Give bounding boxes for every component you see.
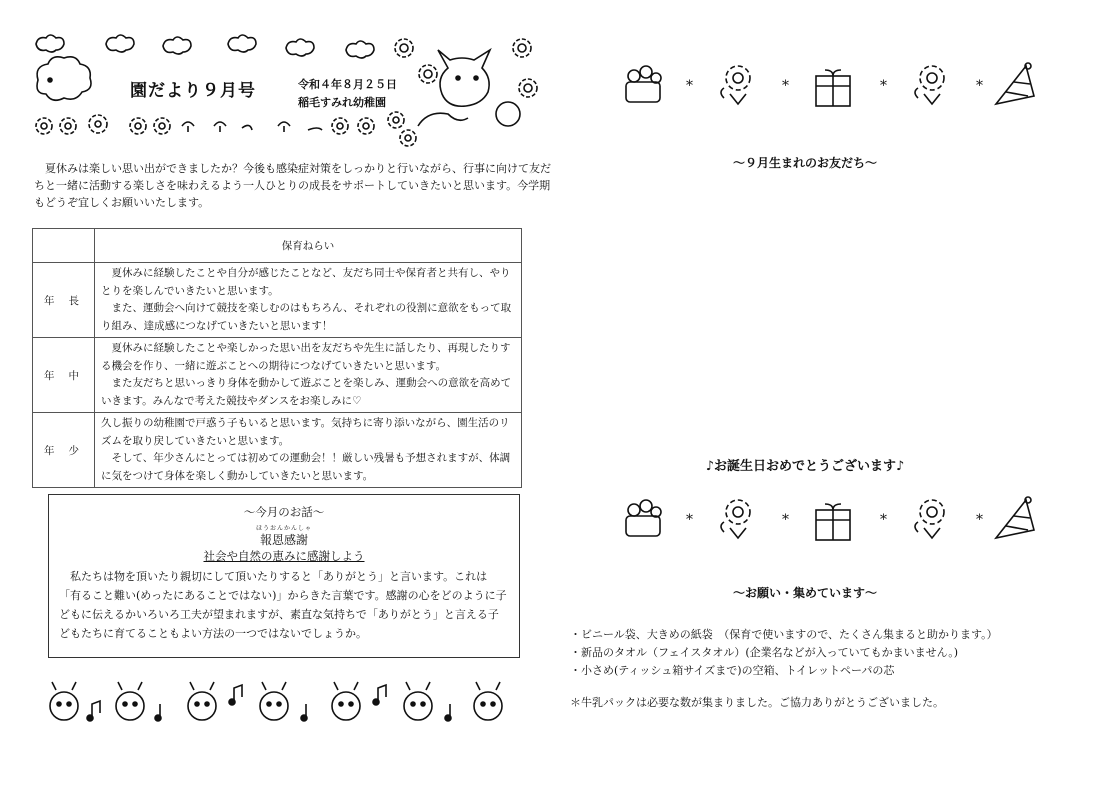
goal-paragraph: また友だちと思いっきり身体を動かして遊ぶことを楽しみ、運動会への意欲を高めていきます。みんなで考えた競技やダンスをお楽しみに♡ — [101, 377, 512, 407]
goals-table — [32, 228, 522, 488]
list-item: ・新品のタオル（フェイスタオル）(企業名などが入っていてもかまいません。) — [570, 646, 959, 659]
asterisk-icon: * — [782, 512, 789, 528]
ants-music-decoration — [40, 678, 520, 738]
requests-list — [570, 626, 998, 680]
sheep-icon — [37, 57, 91, 100]
asterisk-icon: * — [880, 512, 887, 528]
cloud-icon — [163, 37, 191, 54]
goal-paragraph: また、運動会へ向けて競技を楽しむのはもちろん、それぞれの役割に意欲をもって取り組み、達成感につなげていきたいと思います！ — [101, 302, 512, 332]
birthday-heading: ～９月生まれのお友だち～ — [732, 156, 877, 170]
ant-icon — [474, 682, 502, 720]
ant-icon — [116, 682, 144, 720]
row-label-nenchu: 年中 — [33, 338, 95, 413]
asterisk-icon: * — [880, 78, 887, 94]
music-note-icon — [445, 704, 451, 721]
story-body: 私たちは物を頂いたり親切にして頂いたりすると「ありがとう」と言います。これは「有ること難い(めったにあることではない)」からきた言葉です。感謝の心をどのように子どもに伝えるかいろいろ工夫が望まれますが、素直な気持ちで「ありがとう」と言える子どもたちに育てることもよい方法の一つではないでしょうか。 — [59, 570, 507, 640]
flower-row-icon — [36, 112, 416, 146]
goal-paragraph: そして、年少さんにとっては初めての運動会！！厳しい残暑も予想されますが、体調に気をつけて身体を楽しく動かしていきたいと思います。 — [101, 452, 511, 482]
ant-icon — [188, 682, 216, 720]
music-note-icon — [229, 685, 242, 705]
flower-icon — [395, 39, 413, 57]
school-name: 稲毛すみれ幼稚園 — [298, 96, 386, 109]
goal-paragraph: 夏休みに経験したことや自分が感じたことなど、友だち同士や保育者と共有し、やりとりを楽しんでいきたいと思います。 — [101, 267, 511, 297]
party-hat-icon — [996, 63, 1034, 104]
flower-bouquet-icon — [721, 500, 750, 538]
music-note-icon — [87, 701, 100, 721]
table-row — [33, 338, 522, 413]
story-subtitle: 社会や自然の恵みに感謝しよう — [203, 549, 365, 563]
table-header-row — [33, 229, 522, 263]
row-text-nenchu — [95, 338, 522, 413]
header-info — [298, 76, 397, 112]
asterisk-icon: * — [686, 512, 693, 528]
goal-paragraph: 夏休みに経験したことや楽しかった思い出を友だちや先生に話したり、再現したりする機会を作り、一緒に遊ぶことへの期待につなげていきたいと思います。 — [101, 342, 511, 372]
ant-icon — [50, 682, 78, 720]
asterisk-icon: * — [782, 78, 789, 94]
music-note-icon — [301, 704, 307, 721]
gift-icon — [816, 504, 850, 540]
asterisk-icon: * — [976, 78, 983, 94]
cloud-icon — [346, 41, 374, 58]
row-text-nencho — [95, 263, 522, 338]
list-item: ・小さめ(ティッシュ箱サイズまで)の空箱、トイレットペーパの芯 — [570, 664, 895, 677]
birthday-message: ♪お誕生日おめでとうございます♪ — [705, 459, 905, 474]
flower-icon — [513, 39, 531, 57]
celebration-row-bottom — [620, 492, 1040, 548]
story-box — [48, 494, 520, 658]
ant-icon — [404, 682, 432, 720]
requests-heading: ～お願い・集めています～ — [732, 586, 877, 600]
row-label-nencho: 年長 — [33, 263, 95, 338]
music-note-icon — [155, 704, 161, 721]
flower-bouquet-icon — [915, 66, 944, 104]
cloud-icon — [228, 35, 256, 52]
intro-paragraph: 夏休みは楽しい思い出ができましたか？今後も感染症対策をしっかりと行いながら、行事に向けて友だちと一緒に活動する楽しさを味わえるよう一人ひとりの成長をサポートしていきたいと思います。今学期もどうぞ宜しくお願いいたします。 — [34, 162, 551, 209]
celebration-row-top — [620, 58, 1040, 114]
ant-icon — [332, 682, 360, 720]
flower-icon — [419, 65, 437, 83]
newsletter-title: 園だより９月号 — [130, 81, 256, 101]
table-corner-cell — [33, 229, 95, 263]
asterisk-icon: * — [976, 512, 983, 528]
goals-header: 保育ねらい — [95, 229, 522, 263]
music-note-icon — [373, 685, 386, 705]
issue-date: 令和４年８月２５日 — [298, 78, 397, 91]
story-keyword: 報恩感謝 — [259, 533, 308, 547]
party-hat-icon — [996, 497, 1034, 538]
table-row — [33, 413, 522, 488]
cake-icon — [626, 66, 661, 102]
cloud-icon — [36, 35, 64, 52]
cloud-icon — [106, 35, 134, 52]
cake-icon — [626, 500, 661, 536]
fox-icon — [418, 50, 520, 126]
header-decoration — [28, 30, 558, 150]
story-heading: ～今月のお話～ — [243, 505, 325, 519]
story-ruby: ほうおんかんしゃ — [255, 525, 312, 532]
asterisk-icon: * — [686, 78, 693, 94]
gift-icon — [816, 70, 850, 106]
ant-icon — [260, 682, 288, 720]
requests-note: ＊牛乳パックは必要な数が集まりました。ご協力ありがとうございました。 — [570, 696, 944, 709]
table-row — [33, 263, 522, 338]
flower-bouquet-icon — [721, 66, 750, 104]
flower-icon — [519, 79, 537, 97]
flower-bouquet-icon — [915, 500, 944, 538]
list-item: ・ビニール袋、大きめの紙袋 （保育で使いますので、たくさん集まると助かります。） — [570, 628, 998, 641]
goal-paragraph: 久し振りの幼稚園で戸惑う子もいると思います。気持ちに寄り添いながら、園生活のリズムを取り戻していきたいと思います。 — [101, 417, 510, 447]
row-text-nensho — [95, 413, 522, 488]
row-label-nensho: 年少 — [33, 413, 95, 488]
cloud-icon — [286, 39, 314, 56]
